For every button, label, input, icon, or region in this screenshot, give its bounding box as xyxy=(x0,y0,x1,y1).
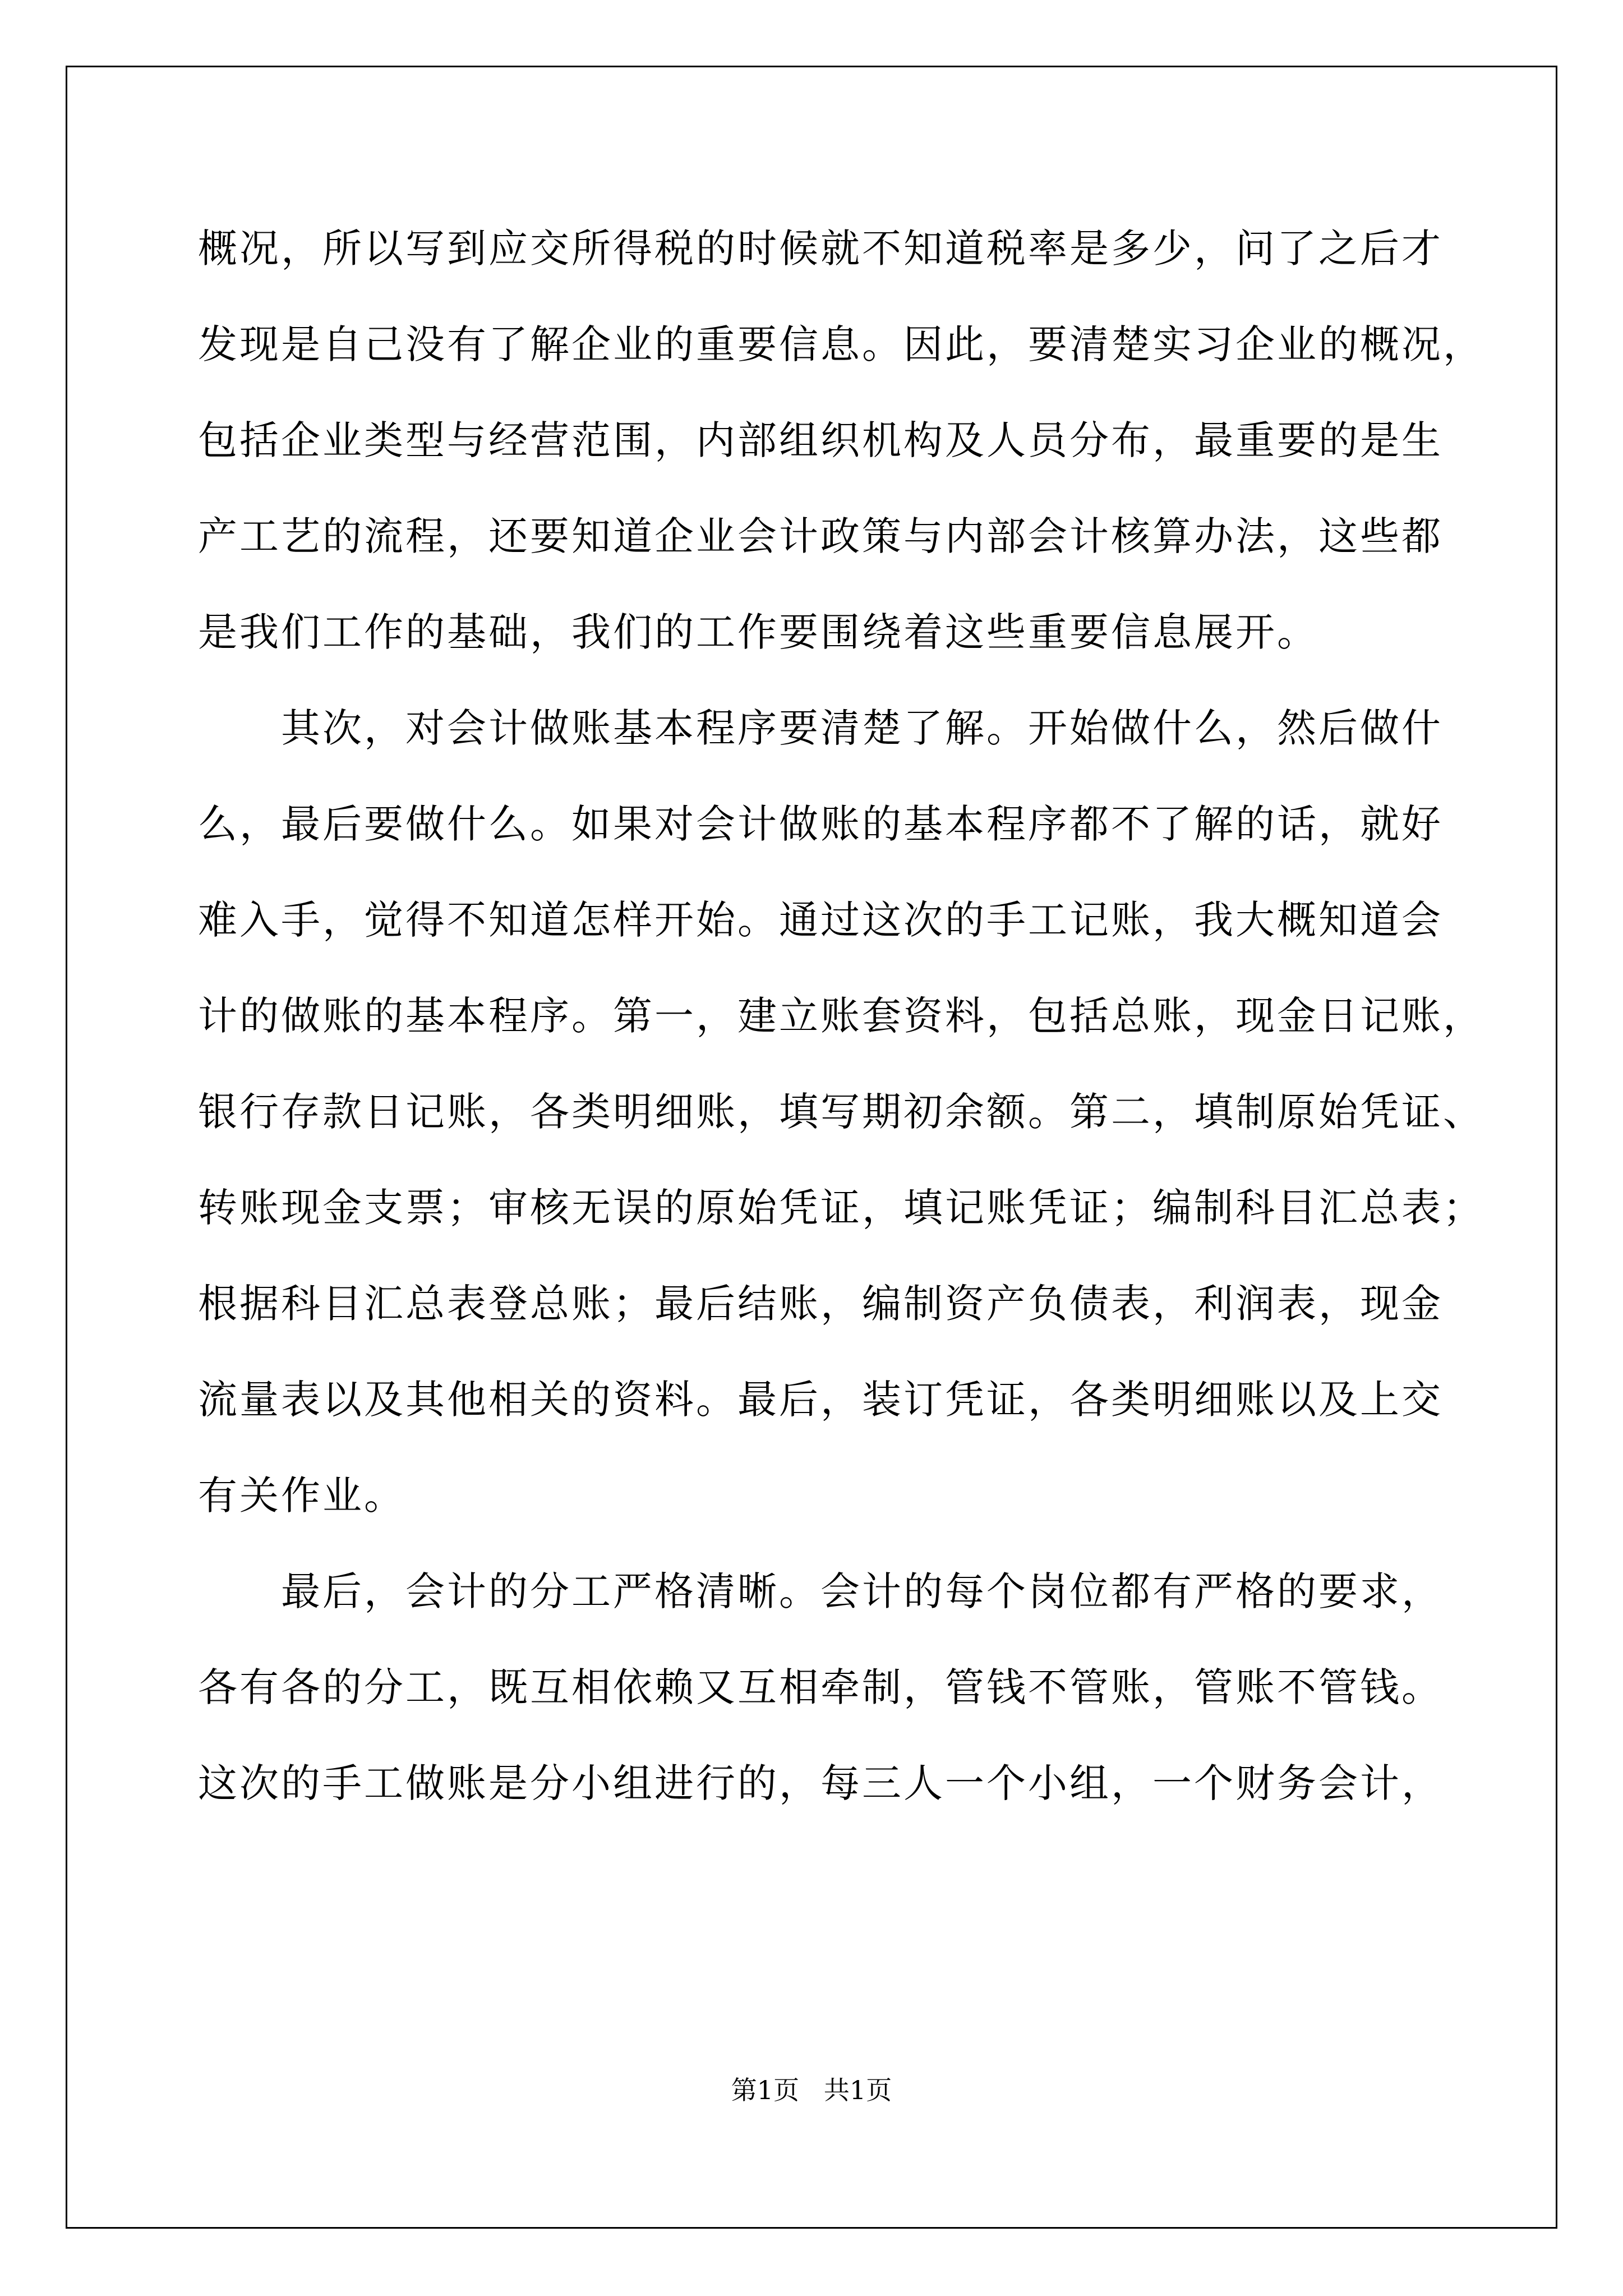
text-line: 发现是自己没有了解企业的重要信息。因此，要清楚实习企业的概况， xyxy=(198,321,1484,367)
text-line: 计的做账的基本程序。第一，建立账套资料，包括总账，现金日记账， xyxy=(198,993,1484,1039)
text-line: 是我们工作的基础，我们的工作要围绕着这些重要信息展开。 xyxy=(198,609,1318,655)
document-body xyxy=(198,201,1484,1832)
text-line: 有关作业。 xyxy=(198,1473,405,1519)
text-line: 么，最后要做什么。如果对会计做账的基本程序都不了解的话，就好 xyxy=(198,801,1443,847)
text-line: 流量表以及其他相关的资料。最后，装订凭证，各类明细账以及上交 xyxy=(198,1377,1443,1423)
text-line: 包括企业类型与经营范围，内部组织机构及人员分布，最重要的是生 xyxy=(198,417,1443,463)
text-line: 产工艺的流程，还要知道企业会计政策与内部会计核算办法，这些都 xyxy=(198,513,1443,559)
text-line: 这次的手工做账是分小组进行的，每三人一个小组，一个财务会计， xyxy=(198,1760,1443,1806)
paragraph-first-line: 其次，对会计做账基本程序要清楚了解。开始做什么，然后做什 xyxy=(281,705,1443,751)
text-line: 根据科目汇总表登总账；最后结账，编制资产负债表，利润表，现金 xyxy=(198,1281,1443,1327)
paragraph-first-line: 最后，会计的分工严格清晰。会计的每个岗位都有严格的要求， xyxy=(281,1568,1443,1614)
text-line: 各有各的分工，既互相依赖又互相牵制，管钱不管账，管账不管钱。 xyxy=(198,1664,1443,1710)
page-number-footer: 第1页 共1页 xyxy=(731,2075,892,2105)
text-line: 转账现金支票；审核无误的原始凭证，填记账凭证；编制科目汇总表； xyxy=(198,1185,1484,1231)
text-line: 银行存款日记账，各类明细账，填写期初余额。第二，填制原始凭证、 xyxy=(198,1089,1484,1135)
text-line: 难入手，觉得不知道怎样开始。通过这次的手工记账，我大概知道会 xyxy=(198,897,1443,943)
text-line: 概况，所以写到应交所得税的时候就不知道税率是多少，问了之后才 xyxy=(198,226,1443,272)
